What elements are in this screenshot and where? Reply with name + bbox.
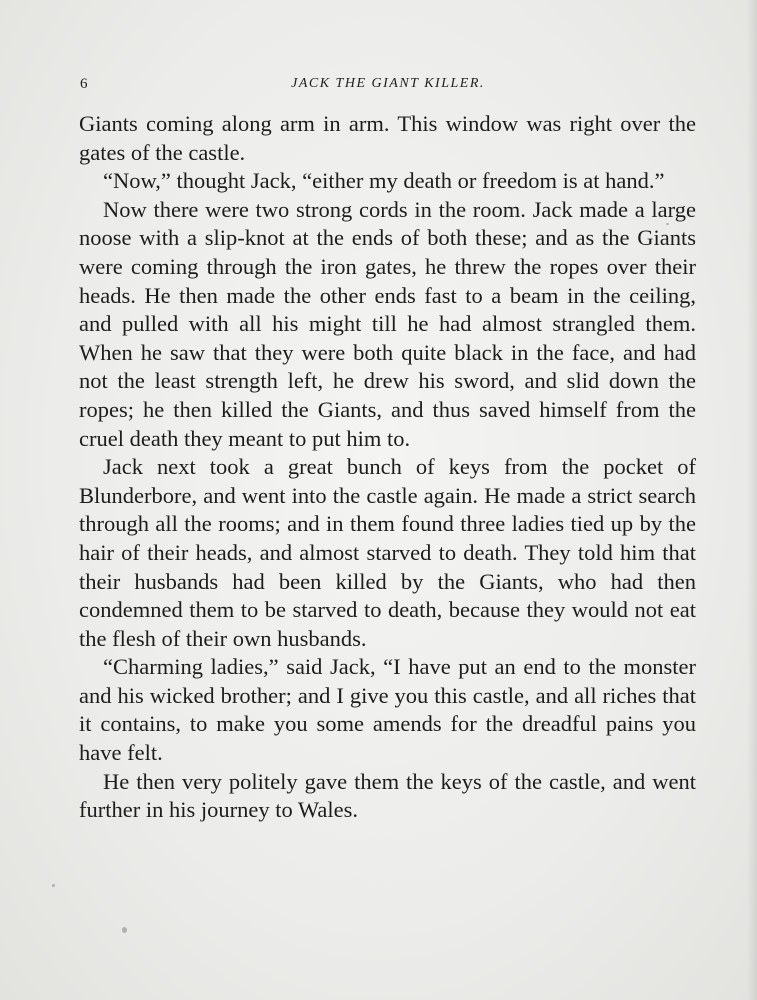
paper-speck <box>52 884 55 887</box>
paragraph-now-thought-jack: “Now,” thought Jack, “either my death or freedom is at hand.” <box>103 168 665 194</box>
paragraph-journey-to-wales: He then very politely gave them the keys of the castle, and went further in his journey to Wales. <box>79 768 696 823</box>
paragraph-strong-cords: Now there were two strong cords in the room. Jack made a large noose with a slip-knot at the ends of both these; and as the Giants were coming through the iron gates, he threw the ropes over their heads. He then made the other ends fast to a beam in the ceiling, and pulled with all his might till he had almost strangled them. When he saw that they were both quite black in the face, and had not the least strength left, he drew his sword, and slid down the ropes; he then killed the Giants, and thus saved himself from the cruel death they meant to put him to. <box>79 196 696 451</box>
page-edge-shadow <box>747 0 757 1000</box>
paragraph-bunch-of-keys: Jack next took a great bunch of keys from the pocket of Blunderbore, and went into the castle again. He made a strict search through all the rooms; and in them found three ladies tied up by the hair of their heads, and almost starved to death. They told him that their husbands had been killed by the Giants, who had then condemned them to be starved to death, because they would not eat the flesh of their own husbands. <box>79 454 696 651</box>
running-title: JACK THE GIANT KILLER. <box>291 76 485 91</box>
paper-speck <box>666 223 669 225</box>
paragraph-charming-ladies: “Charming ladies,” said Jack, “I have put an end to the monster and his wicked brother; and I give you this castle, and all riches that it contains, to make you some amends for the dreadful pains you have felt. <box>79 654 696 766</box>
paragraph-continuation: Giants coming along arm in arm. This window was right over the gates of the castle. <box>79 111 696 165</box>
paper-speck <box>122 927 127 933</box>
page-number: 6 <box>80 76 88 92</box>
body-text <box>79 110 696 825</box>
running-head <box>80 76 696 98</box>
